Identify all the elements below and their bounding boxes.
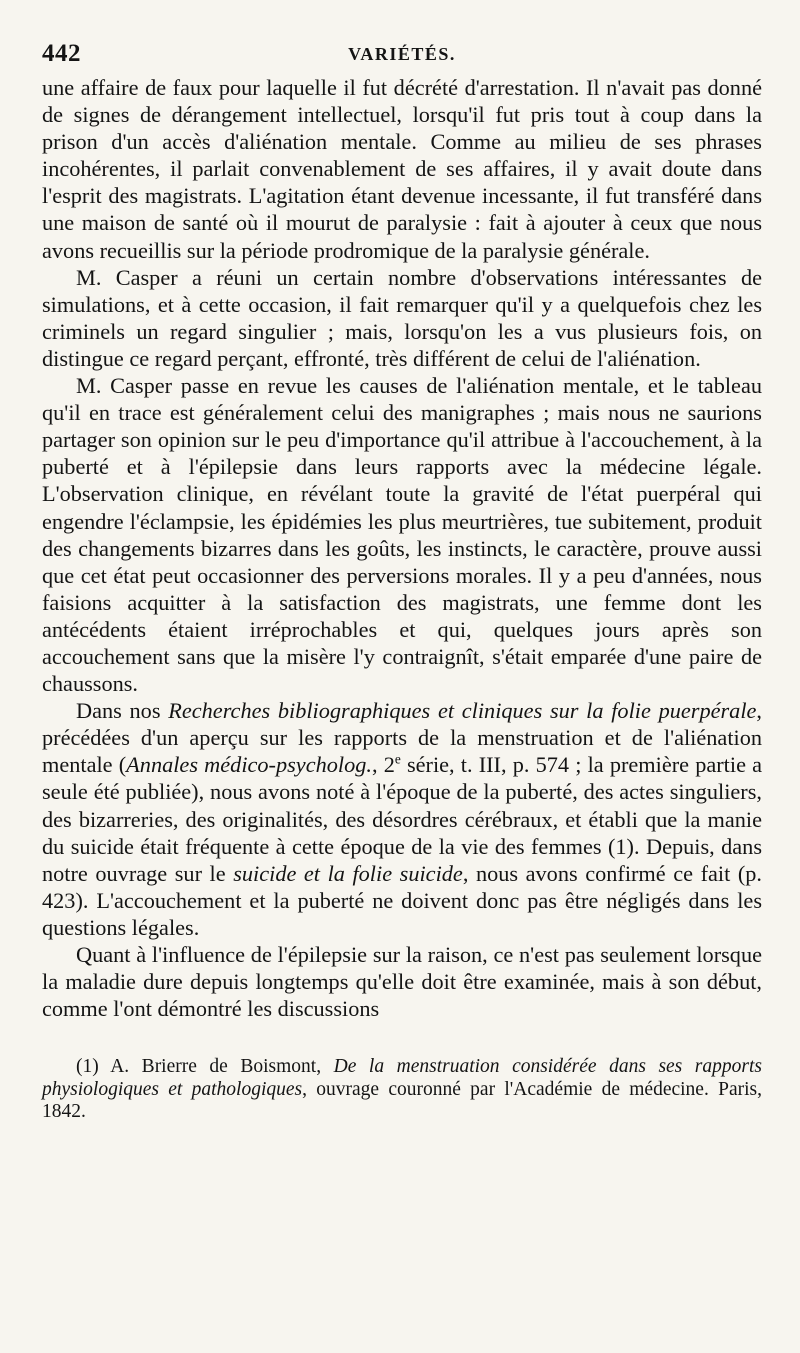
- footnote-title: De la menstruation considérée dans ses rapports physiologiques et pathologiques: [42, 1056, 762, 1100]
- footnote-author: (1) A. Brierre de Boismont,: [76, 1056, 334, 1078]
- paragraph-5: Quant à l'influence de l'épilepsie sur la raison, ce n'est pas seulement lorsque la maladie dure depuis longtemps qu'elle doit être examinée, mais à son début, comme l'ont démontré les discussions: [42, 942, 762, 1022]
- page-header: [42, 30, 762, 70]
- paragraph-3: M. Casper passe en revue les causes de l'aliénation mentale, et le tableau qu'il en trace est généralement celui des manigraphes ; mais nous ne saurions partager son opinion sur le peu d'importance qu'il attribue à l'accouchement, à la puberté et à l'épilepsie dans leurs rapports avec la médecine légale. L'observation clinique, en révélant toute la gravité de l'état puerpéral qui engendre l'éclampsie, les épidémies les plus meurtrières, tue subitement, produit des changements bizarres dans les goûts, les instincts, le caractère, prouve aussi que cet état peut occasionner des perversions morales. Il y a peu d'années, nous faisions acquitter à la satisfaction des magistrats, une femme dont les antécédents étaient irréprochables et qui, quelques jours après son accouchement sans que la misère l'y contraignît, s'était emparée d'une paire de chaussons.: [42, 373, 762, 697]
- paragraph-4-text: , 2: [371, 752, 395, 778]
- paragraph-4-title-recherches: Recherches bibliographiques et cliniques sur la folie puerpérale: [168, 698, 757, 724]
- running-title: VARIÉTÉS.: [348, 44, 456, 64]
- page-number: 442: [42, 40, 81, 67]
- paragraph-4-title-suicide: suicide et la folie suicide: [233, 860, 463, 886]
- paragraph-4-text: , précédées d'un aperçu sur les rapports de la menstruation et de l'aliénation mentale (: [42, 698, 762, 778]
- paragraph-4-title-annales: Annales médico-psycholog.: [126, 752, 372, 778]
- footnote-details: , ouvrage couronné par l'Académie de médecine. Paris, 1842.: [42, 1078, 762, 1123]
- paragraph-4-text: , nous avons confirmé ce fait (p. 423). L'accouchement et la puberté ne doivent donc pas être négligés dans les questions légales.: [42, 860, 762, 940]
- footnote: [42, 1056, 762, 1124]
- paragraph-4: [42, 697, 762, 941]
- body-text: [42, 74, 762, 1022]
- paragraph-4-text: série, t. III, p. 574 ; la première partie a seule été publiée), nous avons noté à l'époque de la puberté, des actes singuliers, des bizarreries, des originalités, des désordres cérébraux, et établi que la manie du suicide était fréquente à cette époque de la vie des femmes (1). Depuis, dans notre ouvrage sur le: [42, 752, 763, 886]
- paragraph-2: M. Casper a réuni un certain nombre d'observations intéressantes de simulations, et à cette occasion, il fait remarquer qu'il y a quelquefois chez les criminels un regard singulier ; mais, lorsqu'on les a vus plusieurs fois, on distingue ce regard perçant, effronté, très différent de celui de l'aliénation.: [42, 264, 762, 371]
- paragraph-1: une affaire de faux pour laquelle il fut décrété d'arrestation. Il n'avait pas donné de signes de dérangement intellectuel, lorsqu'il fut pris tout à coup dans la prison d'un accès d'aliénation mentale. Comme au milieu de ses phrases incohérentes, il parlait convenablement de ses affaires, il y avait doute dans l'esprit des magistrats. L'agitation étant devenue incessante, il fut transféré dans une maison de santé où il mourut de paralysie : fait à ajouter à ceux que nous avons recueillis sur la période prodromique de la paralysie générale.: [42, 75, 762, 263]
- paragraph-4-text: Dans nos: [76, 698, 169, 724]
- series-superscript: e: [394, 751, 401, 767]
